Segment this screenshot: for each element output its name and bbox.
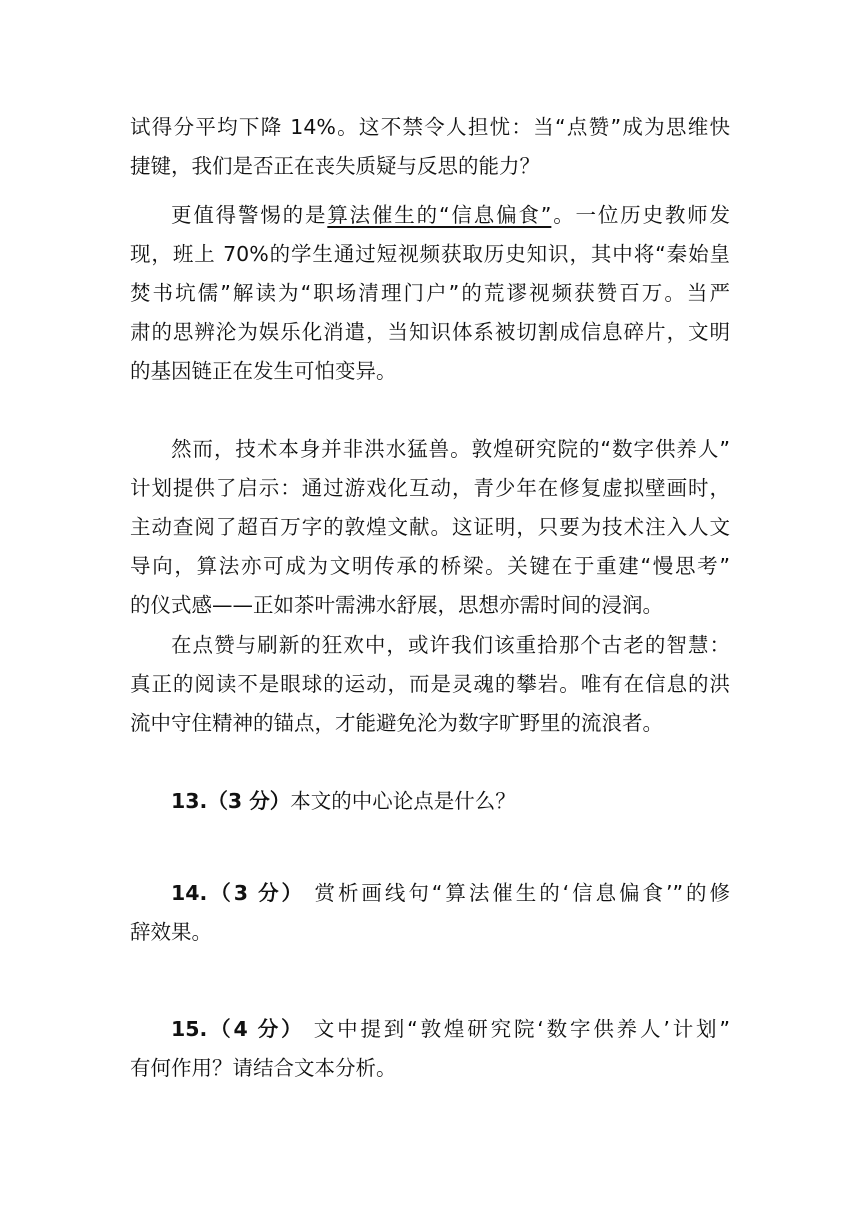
paragraph-4 — [130, 626, 730, 743]
paragraph-2-lead-text: 更值得警惕的是 — [171, 203, 328, 227]
paragraph-2-line-4: 肃的思辨沦为娱乐化消遣，当知识体系被切割成信息碎片，文明 — [130, 320, 730, 344]
paragraph-2-tail-text: 。一位历史教师发 — [551, 203, 730, 227]
paragraph-1-line-2: 捷键，我们是否正在丧失质疑与反思的能力？ — [130, 154, 540, 178]
question-15 — [130, 1010, 730, 1088]
paragraph-4-line-3: 流中守住精神的锚点，才能避免沦为数字旷野里的流浪者。 — [130, 711, 663, 735]
question-14-line-2: 辞效果。 — [130, 920, 212, 944]
paragraph-3-line-3: 主动查阅了超百万字的敦煌文献。这证明，只要为技术注入人文 — [130, 515, 730, 539]
paragraph-3-line-5: 的仪式感——正如茶叶需沸水舒展，思想亦需时间的浸润。 — [130, 593, 663, 617]
question-13-number: 13.（3 分） — [171, 789, 291, 813]
question-15-text-1: 文中提到“敦煌研究院‘数字供养人’计划” — [313, 1017, 730, 1041]
paragraph-2-line-2: 现，班上 70%的学生通过短视频获取历史知识，其中将“秦始皇 — [130, 242, 730, 266]
underlined-sentence: 算法催生的“信息偏食” — [327, 203, 552, 227]
paragraph-3 — [130, 430, 730, 625]
paragraph-3-line-1: 然而，技术本身并非洪水猛兽。敦煌研究院的“数字供养人” — [171, 437, 730, 461]
paragraph-2-line-1 — [130, 196, 730, 235]
paragraph-4-line-2: 真正的阅读不是眼球的运动，而是灵魂的攀岩。唯有在信息的洪 — [130, 672, 730, 696]
question-13 — [130, 782, 730, 821]
question-15-number: 15.（4 分） — [171, 1017, 305, 1041]
question-15-line-1 — [130, 1010, 730, 1049]
question-14-number: 14.（3 分） — [171, 881, 306, 905]
paragraph-1-line-1: 试得分平均下降 14%。这不禁令人担忧：当“点赞”成为思维快 — [130, 115, 730, 139]
paragraph-4-line-1: 在点赞与刷新的狂欢中，或许我们该重拾那个古老的智慧： — [171, 633, 730, 657]
paragraph-1 — [130, 108, 730, 186]
question-14-line-1 — [130, 874, 730, 913]
question-15-line-2: 有何作用？请结合文本分析。 — [130, 1056, 397, 1080]
paragraph-3-line-2: 计划提供了启示：通过游戏化互动，青少年在修复虚拟壁画时， — [130, 476, 730, 500]
question-14-text-1: 赏析画线句“算法催生的‘信息偏食’”的修 — [314, 881, 730, 905]
paragraph-2-line-3: 焚书坑儒”解读为“职场清理门户”的荒谬视频获赞百万。当严 — [130, 281, 730, 305]
question-14 — [130, 874, 730, 952]
paragraph-2-line-5: 的基因链正在发生可怕变异。 — [130, 359, 397, 383]
question-13-line-1 — [171, 782, 730, 821]
question-13-text: 本文的中心论点是什么？ — [290, 789, 516, 813]
paragraph-3-line-4: 导向，算法亦可成为文明传承的桥梁。关键在于重建“慢思考” — [130, 554, 730, 578]
paragraph-2 — [130, 196, 730, 391]
